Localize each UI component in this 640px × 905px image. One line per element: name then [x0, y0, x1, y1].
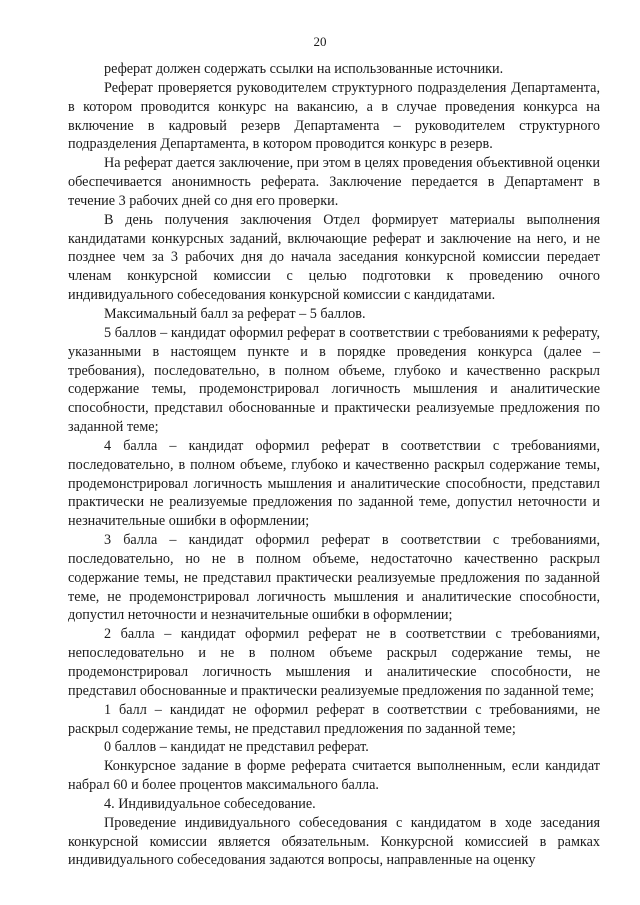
paragraph-interview: Проведение индивидуального собеседования с кандидатом в ходе заседания конкурсной комиссии является обязательным. Конкурсной комиссией в рамках индивидуального собеседования задаются вопросы, направленные на оценку: [68, 814, 600, 869]
paragraph-score-0: 0 баллов – кандидат не представил реферат.: [104, 739, 369, 756]
paragraph-score-2: 2 балла – кандидат оформил реферат не в соответствии с требованиями, непоследовательно и не в полном объеме раскрыл содержание темы, не продемонстрировал логичность мышления и аналитические способности, не представил обоснованные и практически реализуемые предложения по заданной теме;: [68, 626, 600, 699]
paragraph-review: Реферат проверяется руководителем структурного подразделения Департамента, в котором проводится конкурс на вакансию, а в случае проведения конкурса на включение в кадровый резерв Департамента – руководителем структурного подразделения Департамента, в котором проводится конкурс в резерв.: [68, 79, 600, 153]
section-heading-interview: 4. Индивидуальное собеседование.: [104, 795, 316, 812]
page-number: 20: [313, 34, 327, 49]
paragraph-conclusion: На реферат дается заключение, при этом в целях проведения объективной оценки обеспечивается анонимность реферата. Заключение передается в Департамент в течение 3 рабочих дней со дня его проверки.: [68, 155, 600, 209]
paragraph-score-3: 3 балла – кандидат оформил реферат в соответствии с требованиями, последовательно, но не в полном объеме, недостаточно качественно раскрыл содержание темы, не представил практически реализуемые предложения по заданной теме, не продемонстрировал логичность мышления и аналитические способности, допустил неточности и незначительные ошибки в оформлении;: [68, 532, 600, 624]
paragraph-score-1: 1 балл – кандидат не оформил реферат в соответствии с требованиями, не раскрыл содержание темы, не представил предложения по заданной теме;: [68, 701, 600, 737]
paragraph-score-5: 5 баллов – кандидат оформил реферат в соответствии с требованиями к реферату, указанными в настоящем пункте и в порядке проведения конкурса (далее – требования), последовательно, в полном объеме, глубоко и качественно раскрыл содержание темы, продемонстрировал логичность мышления и аналитические способности, представил обоснованные и практически реализуемые предложения по заданной теме;: [68, 324, 600, 436]
paragraph-completion: Конкурсное задание в форме реферата считается выполненным, если кандидат набрал 60 и более процентов максимального балла.: [68, 758, 600, 794]
paragraph-materials: В день получения заключения Отдел формирует материалы выполнения кандидатами конкурсных заданий, включающие реферат и заключение на него, и не позднее чем за 3 рабочих дня до начала заседания конкурсной комиссии передает членам конкурсной комиссии с целью подготовки к проведению очного индивидуального собеседования конкурсной комиссии с кандидатами.: [68, 211, 600, 304]
paragraph-max-score: Максимальный балл за реферат – 5 баллов.: [104, 305, 366, 322]
paragraph-score-4: 4 балла – кандидат оформил реферат в соответствии с требованиями, последовательно, в полном объеме, глубоко и качественно раскрыл содержание темы, продемонстрировал логичность мышления и аналитические способности, представил практически не реализуемые предложения по заданной теме, допустил неточности и незначительные ошибки в оформлении;: [68, 437, 600, 530]
document-body: [68, 60, 600, 870]
paragraph-references: реферат должен содержать ссылки на использованные источники.: [104, 61, 504, 77]
